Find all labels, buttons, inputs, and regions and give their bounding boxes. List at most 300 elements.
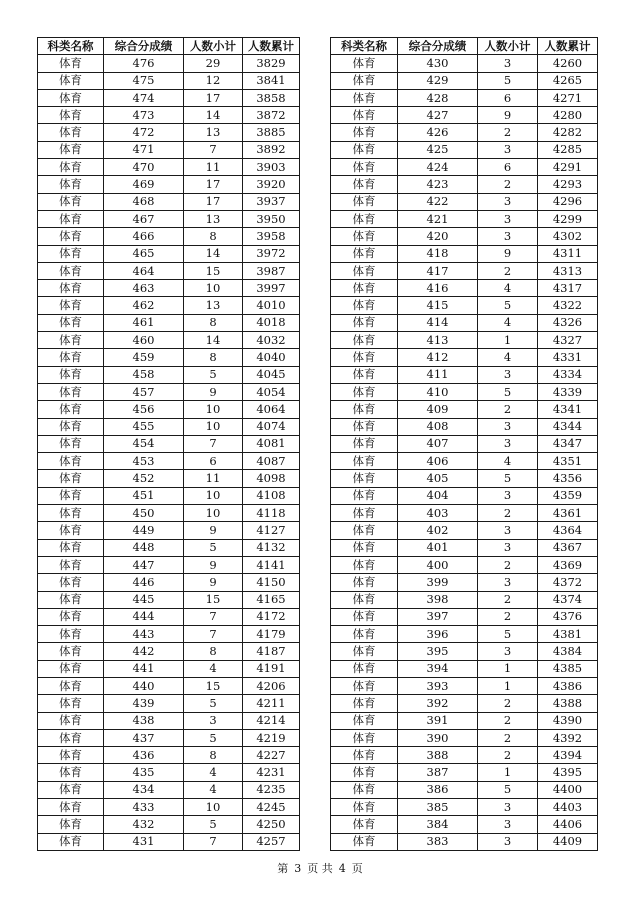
header-score: 综合分成绩 bbox=[104, 38, 184, 55]
cell-score: 402 bbox=[398, 522, 478, 539]
cell-cumulative: 3997 bbox=[243, 280, 300, 297]
table-row bbox=[331, 55, 598, 72]
cell-cumulative: 4347 bbox=[538, 435, 598, 452]
cell-category: 体育 bbox=[331, 677, 398, 694]
cell-category: 体育 bbox=[38, 418, 104, 435]
cell-category: 体育 bbox=[38, 539, 104, 556]
header-count: 人数小计 bbox=[478, 38, 538, 55]
table-row bbox=[38, 505, 300, 522]
table-row bbox=[38, 712, 300, 729]
cell-score: 397 bbox=[398, 608, 478, 625]
cell-cumulative: 4260 bbox=[538, 55, 598, 72]
cell-category: 体育 bbox=[331, 729, 398, 746]
cell-score: 448 bbox=[104, 539, 184, 556]
header-cumulative: 人数累计 bbox=[538, 38, 598, 55]
cell-score: 449 bbox=[104, 522, 184, 539]
cell-cumulative: 3829 bbox=[243, 55, 300, 72]
cell-cumulative: 4282 bbox=[538, 124, 598, 141]
cell-cumulative: 4081 bbox=[243, 435, 300, 452]
cell-category: 体育 bbox=[331, 539, 398, 556]
cell-score: 432 bbox=[104, 816, 184, 833]
table-row bbox=[38, 72, 300, 89]
cell-count: 4 bbox=[478, 453, 538, 470]
cell-category: 体育 bbox=[38, 591, 104, 608]
cell-cumulative: 4219 bbox=[243, 729, 300, 746]
cell-score: 401 bbox=[398, 539, 478, 556]
cell-score: 470 bbox=[104, 159, 184, 176]
cell-score: 459 bbox=[104, 349, 184, 366]
cell-score: 476 bbox=[104, 55, 184, 72]
score-table-right bbox=[330, 37, 598, 851]
table-row bbox=[38, 418, 300, 435]
cell-cumulative: 4296 bbox=[538, 193, 598, 210]
cell-cumulative: 4317 bbox=[538, 280, 598, 297]
cell-count: 7 bbox=[184, 833, 243, 850]
cell-cumulative: 4054 bbox=[243, 383, 300, 400]
cell-score: 457 bbox=[104, 383, 184, 400]
cell-category: 体育 bbox=[331, 107, 398, 124]
table-row bbox=[38, 453, 300, 470]
cell-count: 2 bbox=[478, 505, 538, 522]
cell-score: 442 bbox=[104, 643, 184, 660]
cell-category: 体育 bbox=[331, 210, 398, 227]
table-row bbox=[38, 280, 300, 297]
cell-cumulative: 4231 bbox=[243, 764, 300, 781]
cell-score: 445 bbox=[104, 591, 184, 608]
cell-score: 399 bbox=[398, 574, 478, 591]
cell-count: 2 bbox=[478, 608, 538, 625]
cell-cumulative: 4257 bbox=[243, 833, 300, 850]
cell-category: 体育 bbox=[38, 695, 104, 712]
cell-category: 体育 bbox=[331, 608, 398, 625]
cell-score: 406 bbox=[398, 453, 478, 470]
table-row bbox=[331, 660, 598, 677]
cell-score: 465 bbox=[104, 245, 184, 262]
cell-count: 8 bbox=[184, 643, 243, 660]
cell-score: 409 bbox=[398, 401, 478, 418]
cell-cumulative: 4409 bbox=[538, 833, 598, 850]
cell-count: 8 bbox=[184, 228, 243, 245]
cell-score: 469 bbox=[104, 176, 184, 193]
cell-cumulative: 4341 bbox=[538, 401, 598, 418]
cell-cumulative: 4385 bbox=[538, 660, 598, 677]
cell-score: 434 bbox=[104, 781, 184, 798]
table-row bbox=[38, 383, 300, 400]
table-row bbox=[38, 159, 300, 176]
cell-count: 3 bbox=[478, 487, 538, 504]
cell-cumulative: 4313 bbox=[538, 262, 598, 279]
cell-score: 427 bbox=[398, 107, 478, 124]
table-row bbox=[331, 107, 598, 124]
cell-count: 15 bbox=[184, 677, 243, 694]
table-row bbox=[331, 401, 598, 418]
cell-count: 1 bbox=[478, 764, 538, 781]
cell-score: 385 bbox=[398, 799, 478, 816]
table-row bbox=[38, 349, 300, 366]
cell-category: 体育 bbox=[38, 55, 104, 72]
cell-category: 体育 bbox=[331, 314, 398, 331]
table-row bbox=[331, 193, 598, 210]
cell-cumulative: 4165 bbox=[243, 591, 300, 608]
cell-count: 2 bbox=[478, 591, 538, 608]
cell-category: 体育 bbox=[38, 505, 104, 522]
cell-count: 4 bbox=[478, 349, 538, 366]
cell-score: 471 bbox=[104, 141, 184, 158]
table-row bbox=[331, 539, 598, 556]
cell-score: 408 bbox=[398, 418, 478, 435]
cell-category: 体育 bbox=[38, 608, 104, 625]
cell-category: 体育 bbox=[331, 591, 398, 608]
cell-category: 体育 bbox=[38, 487, 104, 504]
cell-category: 体育 bbox=[331, 89, 398, 106]
cell-category: 体育 bbox=[38, 262, 104, 279]
table-row bbox=[38, 747, 300, 764]
cell-count: 2 bbox=[478, 262, 538, 279]
table-row bbox=[331, 72, 598, 89]
table-row bbox=[331, 314, 598, 331]
cell-category: 体育 bbox=[331, 833, 398, 850]
cell-count: 9 bbox=[478, 245, 538, 262]
cell-category: 体育 bbox=[331, 159, 398, 176]
cell-cumulative: 4118 bbox=[243, 505, 300, 522]
table-row bbox=[38, 626, 300, 643]
cell-score: 451 bbox=[104, 487, 184, 504]
cell-cumulative: 4344 bbox=[538, 418, 598, 435]
cell-category: 体育 bbox=[331, 574, 398, 591]
cell-cumulative: 3841 bbox=[243, 72, 300, 89]
table-row bbox=[38, 539, 300, 556]
cell-score: 390 bbox=[398, 729, 478, 746]
cell-count: 2 bbox=[478, 729, 538, 746]
cell-count: 15 bbox=[184, 591, 243, 608]
cell-score: 398 bbox=[398, 591, 478, 608]
cell-count: 3 bbox=[478, 366, 538, 383]
cell-category: 体育 bbox=[331, 712, 398, 729]
cell-cumulative: 4271 bbox=[538, 89, 598, 106]
cell-category: 体育 bbox=[331, 505, 398, 522]
cell-count: 4 bbox=[184, 781, 243, 798]
cell-category: 体育 bbox=[331, 435, 398, 452]
table-row bbox=[331, 124, 598, 141]
cell-category: 体育 bbox=[38, 107, 104, 124]
cell-count: 13 bbox=[184, 210, 243, 227]
cell-category: 体育 bbox=[38, 349, 104, 366]
cell-score: 393 bbox=[398, 677, 478, 694]
table-row bbox=[38, 314, 300, 331]
cell-category: 体育 bbox=[38, 764, 104, 781]
cell-count: 2 bbox=[478, 124, 538, 141]
cell-count: 2 bbox=[478, 695, 538, 712]
cell-category: 体育 bbox=[38, 556, 104, 573]
cell-count: 3 bbox=[478, 435, 538, 452]
cell-cumulative: 4334 bbox=[538, 366, 598, 383]
cell-cumulative: 4127 bbox=[243, 522, 300, 539]
cell-score: 414 bbox=[398, 314, 478, 331]
cell-category: 体育 bbox=[38, 297, 104, 314]
table-row bbox=[38, 435, 300, 452]
table-row bbox=[331, 505, 598, 522]
cell-score: 474 bbox=[104, 89, 184, 106]
cell-cumulative: 4074 bbox=[243, 418, 300, 435]
cell-count: 17 bbox=[184, 193, 243, 210]
cell-count: 3 bbox=[478, 418, 538, 435]
table-row bbox=[331, 591, 598, 608]
cell-score: 453 bbox=[104, 453, 184, 470]
cell-category: 体育 bbox=[38, 245, 104, 262]
cell-cumulative: 4356 bbox=[538, 470, 598, 487]
footer-suffix: 页 bbox=[351, 862, 363, 875]
table-row bbox=[38, 176, 300, 193]
cell-count: 4 bbox=[478, 314, 538, 331]
cell-score: 426 bbox=[398, 124, 478, 141]
cell-category: 体育 bbox=[38, 660, 104, 677]
cell-score: 388 bbox=[398, 747, 478, 764]
table-row bbox=[331, 366, 598, 383]
cell-cumulative: 4372 bbox=[538, 574, 598, 591]
cell-category: 体育 bbox=[331, 332, 398, 349]
cell-count: 3 bbox=[478, 55, 538, 72]
table-row bbox=[331, 159, 598, 176]
cell-category: 体育 bbox=[331, 228, 398, 245]
table-row bbox=[38, 107, 300, 124]
table-row bbox=[38, 833, 300, 850]
cell-count: 10 bbox=[184, 505, 243, 522]
cell-category: 体育 bbox=[38, 228, 104, 245]
footer-page-number: 3 bbox=[294, 862, 302, 875]
cell-count: 8 bbox=[184, 314, 243, 331]
cell-count: 3 bbox=[478, 643, 538, 660]
cell-score: 392 bbox=[398, 695, 478, 712]
cell-score: 428 bbox=[398, 89, 478, 106]
cell-category: 体育 bbox=[331, 660, 398, 677]
cell-cumulative: 4367 bbox=[538, 539, 598, 556]
cell-count: 8 bbox=[184, 747, 243, 764]
table-row bbox=[331, 89, 598, 106]
cell-category: 体育 bbox=[38, 124, 104, 141]
table-row bbox=[331, 608, 598, 625]
cell-category: 体育 bbox=[331, 781, 398, 798]
table-row bbox=[331, 712, 598, 729]
cell-count: 5 bbox=[184, 729, 243, 746]
cell-cumulative: 4214 bbox=[243, 712, 300, 729]
cell-category: 体育 bbox=[331, 453, 398, 470]
table-row bbox=[331, 643, 598, 660]
table-row bbox=[331, 574, 598, 591]
cell-category: 体育 bbox=[331, 262, 398, 279]
cell-cumulative: 4322 bbox=[538, 297, 598, 314]
cell-count: 8 bbox=[184, 349, 243, 366]
cell-count: 3 bbox=[478, 522, 538, 539]
cell-cumulative: 3885 bbox=[243, 124, 300, 141]
cell-cumulative: 3950 bbox=[243, 210, 300, 227]
cell-score: 454 bbox=[104, 435, 184, 452]
table-row bbox=[38, 591, 300, 608]
cell-cumulative: 4384 bbox=[538, 643, 598, 660]
cell-score: 431 bbox=[104, 833, 184, 850]
cell-cumulative: 4285 bbox=[538, 141, 598, 158]
cell-count: 3 bbox=[478, 210, 538, 227]
cell-count: 14 bbox=[184, 107, 243, 124]
cell-count: 5 bbox=[478, 626, 538, 643]
cell-category: 体育 bbox=[38, 141, 104, 158]
cell-cumulative: 4381 bbox=[538, 626, 598, 643]
cell-cumulative: 4403 bbox=[538, 799, 598, 816]
cell-cumulative: 4132 bbox=[243, 539, 300, 556]
cell-score: 446 bbox=[104, 574, 184, 591]
table-row bbox=[38, 816, 300, 833]
cell-count: 1 bbox=[478, 677, 538, 694]
cell-count: 5 bbox=[478, 297, 538, 314]
cell-category: 体育 bbox=[331, 556, 398, 573]
cell-score: 462 bbox=[104, 297, 184, 314]
table-row bbox=[38, 332, 300, 349]
cell-count: 5 bbox=[478, 72, 538, 89]
cell-cumulative: 4400 bbox=[538, 781, 598, 798]
cell-score: 418 bbox=[398, 245, 478, 262]
cell-cumulative: 4150 bbox=[243, 574, 300, 591]
cell-cumulative: 3937 bbox=[243, 193, 300, 210]
table-row bbox=[38, 210, 300, 227]
cell-category: 体育 bbox=[331, 764, 398, 781]
cell-score: 473 bbox=[104, 107, 184, 124]
cell-count: 9 bbox=[478, 107, 538, 124]
cell-score: 443 bbox=[104, 626, 184, 643]
cell-cumulative: 4311 bbox=[538, 245, 598, 262]
cell-count: 5 bbox=[478, 470, 538, 487]
cell-count: 12 bbox=[184, 72, 243, 89]
table-row bbox=[331, 383, 598, 400]
cell-score: 444 bbox=[104, 608, 184, 625]
table-row bbox=[331, 764, 598, 781]
score-table-left bbox=[37, 37, 300, 851]
cell-category: 体育 bbox=[331, 816, 398, 833]
cell-count: 3 bbox=[478, 193, 538, 210]
cell-count: 3 bbox=[184, 712, 243, 729]
cell-category: 体育 bbox=[331, 418, 398, 435]
table-row bbox=[38, 729, 300, 746]
cell-score: 433 bbox=[104, 799, 184, 816]
table-row bbox=[38, 228, 300, 245]
cell-score: 430 bbox=[398, 55, 478, 72]
cell-cumulative: 4045 bbox=[243, 366, 300, 383]
header-cumulative: 人数累计 bbox=[243, 38, 300, 55]
cell-score: 405 bbox=[398, 470, 478, 487]
table-row bbox=[331, 556, 598, 573]
cell-cumulative: 4327 bbox=[538, 332, 598, 349]
cell-score: 429 bbox=[398, 72, 478, 89]
cell-category: 体育 bbox=[38, 799, 104, 816]
table-row bbox=[331, 470, 598, 487]
cell-cumulative: 4187 bbox=[243, 643, 300, 660]
cell-cumulative: 4339 bbox=[538, 383, 598, 400]
cell-category: 体育 bbox=[331, 522, 398, 539]
cell-cumulative: 4108 bbox=[243, 487, 300, 504]
cell-count: 3 bbox=[478, 141, 538, 158]
cell-cumulative: 4369 bbox=[538, 556, 598, 573]
cell-score: 415 bbox=[398, 297, 478, 314]
footer-mid: 页 共 bbox=[307, 862, 333, 875]
table-row bbox=[331, 799, 598, 816]
cell-count: 11 bbox=[184, 159, 243, 176]
cell-count: 7 bbox=[184, 626, 243, 643]
table-row bbox=[331, 332, 598, 349]
cell-count: 5 bbox=[184, 695, 243, 712]
page-footer bbox=[0, 860, 640, 876]
cell-cumulative: 3972 bbox=[243, 245, 300, 262]
cell-score: 400 bbox=[398, 556, 478, 573]
cell-category: 体育 bbox=[38, 89, 104, 106]
table-row bbox=[38, 55, 300, 72]
table-row bbox=[38, 695, 300, 712]
cell-count: 5 bbox=[184, 816, 243, 833]
cell-category: 体育 bbox=[38, 833, 104, 850]
cell-score: 464 bbox=[104, 262, 184, 279]
cell-category: 体育 bbox=[331, 193, 398, 210]
cell-category: 体育 bbox=[331, 349, 398, 366]
cell-count: 3 bbox=[478, 799, 538, 816]
cell-count: 6 bbox=[478, 159, 538, 176]
cell-score: 412 bbox=[398, 349, 478, 366]
header-category: 科类名称 bbox=[331, 38, 398, 55]
cell-count: 9 bbox=[184, 574, 243, 591]
cell-score: 461 bbox=[104, 314, 184, 331]
cell-cumulative: 3920 bbox=[243, 176, 300, 193]
cell-score: 455 bbox=[104, 418, 184, 435]
cell-score: 475 bbox=[104, 72, 184, 89]
cell-count: 13 bbox=[184, 297, 243, 314]
table-header-row bbox=[38, 38, 300, 55]
cell-count: 6 bbox=[478, 89, 538, 106]
cell-score: 435 bbox=[104, 764, 184, 781]
table-row bbox=[331, 677, 598, 694]
cell-category: 体育 bbox=[38, 193, 104, 210]
table-row bbox=[38, 660, 300, 677]
cell-score: 394 bbox=[398, 660, 478, 677]
cell-count: 9 bbox=[184, 383, 243, 400]
cell-score: 468 bbox=[104, 193, 184, 210]
cell-cumulative: 4206 bbox=[243, 677, 300, 694]
cell-score: 404 bbox=[398, 487, 478, 504]
cell-cumulative: 4386 bbox=[538, 677, 598, 694]
cell-count: 2 bbox=[478, 176, 538, 193]
cell-cumulative: 4040 bbox=[243, 349, 300, 366]
table-row bbox=[38, 245, 300, 262]
cell-score: 421 bbox=[398, 210, 478, 227]
cell-cumulative: 4064 bbox=[243, 401, 300, 418]
table-row bbox=[38, 141, 300, 158]
cell-cumulative: 4141 bbox=[243, 556, 300, 573]
cell-score: 437 bbox=[104, 729, 184, 746]
cell-score: 384 bbox=[398, 816, 478, 833]
table-row bbox=[38, 366, 300, 383]
cell-cumulative: 4406 bbox=[538, 816, 598, 833]
table-row bbox=[38, 487, 300, 504]
cell-category: 体育 bbox=[38, 781, 104, 798]
cell-count: 13 bbox=[184, 124, 243, 141]
cell-score: 387 bbox=[398, 764, 478, 781]
table-row bbox=[331, 816, 598, 833]
cell-count: 7 bbox=[184, 608, 243, 625]
cell-count: 14 bbox=[184, 245, 243, 262]
cell-score: 417 bbox=[398, 262, 478, 279]
cell-category: 体育 bbox=[331, 297, 398, 314]
table-row bbox=[331, 262, 598, 279]
cell-cumulative: 4376 bbox=[538, 608, 598, 625]
table-row bbox=[38, 124, 300, 141]
cell-category: 体育 bbox=[38, 332, 104, 349]
cell-cumulative: 3858 bbox=[243, 89, 300, 106]
cell-cumulative: 4326 bbox=[538, 314, 598, 331]
